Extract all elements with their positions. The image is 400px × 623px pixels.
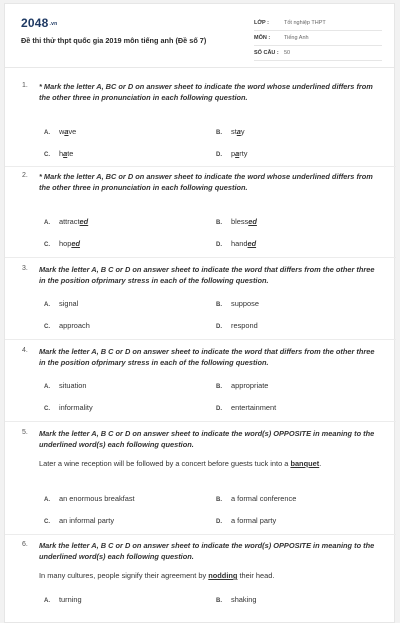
option-c[interactable]: C. an informal party xyxy=(44,516,115,525)
option-d[interactable]: D. a formal party xyxy=(216,516,277,525)
exam-header xyxy=(5,4,394,68)
option-b[interactable]: B. a formal conference xyxy=(216,494,297,503)
divider xyxy=(5,257,396,258)
option-a[interactable]: A. wave xyxy=(44,127,77,136)
option-d[interactable]: D. handed xyxy=(216,239,257,248)
option-d[interactable]: D. entertainment xyxy=(216,403,277,412)
underlined-word: banquet xyxy=(290,459,320,468)
question-prompt: Mark the letter A, B C or D on answer sheet to indicate the word that differs from the other three in the position ofprimary stress in each of the following question. xyxy=(39,347,375,367)
question-number: 3. xyxy=(22,265,28,272)
divider xyxy=(5,421,396,422)
option-c[interactable]: C. approach xyxy=(44,321,90,330)
option-a[interactable]: A. an enormous breakfast xyxy=(44,494,135,503)
exam-meta xyxy=(254,16,382,61)
option-a[interactable]: A. attracted xyxy=(44,217,89,226)
question-prompt: Mark the letter A, B C or D on answer sheet to indicate the word that differs from the other three in the position ofprimary stress in each of the following question. xyxy=(39,265,375,285)
question-number: 4. xyxy=(22,347,28,354)
meta-key: LỚP : xyxy=(254,20,269,26)
divider xyxy=(5,339,396,340)
question-passage: In many cultures, people signify their agreement by nodding their head. xyxy=(39,571,275,580)
option-c[interactable]: C. informality xyxy=(44,403,93,412)
option-d[interactable]: D. respond xyxy=(216,321,258,330)
question-prompt: Mark the letter A, B C or D on answer sheet to indicate the word(s) OPPOSITE in meaning to the underlined word(s) each following question. xyxy=(39,541,375,561)
exam-title: Đề thi thử thpt quốc gia 2019 môn tiếng anh (Đề số 7) xyxy=(21,36,207,45)
option-b[interactable]: B. shaking xyxy=(216,595,257,604)
question-prompt: * Mark the letter A, BC or D on answer sheet to indicate the word whose underlined differs from the other three in pronunciation in each following question. xyxy=(39,82,373,102)
option-a[interactable]: A. situation xyxy=(44,381,87,390)
divider xyxy=(5,534,396,535)
meta-key: SỐ CÂU : xyxy=(254,50,279,56)
site-logo[interactable]: 2048.vn xyxy=(21,16,58,30)
option-a[interactable]: A. signal xyxy=(44,299,79,308)
meta-row-subject xyxy=(254,31,382,46)
meta-row-class xyxy=(254,16,382,31)
meta-value: Tốt nghiệp THPT xyxy=(284,20,326,26)
question-number: 1. xyxy=(22,82,28,89)
option-c[interactable]: C. hoped xyxy=(44,239,80,248)
option-a[interactable]: A. turning xyxy=(44,595,82,604)
divider xyxy=(5,166,396,167)
meta-value: 50 xyxy=(284,50,291,56)
question-number: 2. xyxy=(22,172,28,179)
meta-value: Tiếng Anh xyxy=(284,35,309,41)
option-b[interactable]: B. suppose xyxy=(216,299,259,308)
question-passage: Later a wine reception will be followed by a concert before guests tuck into a banquet. xyxy=(39,459,322,468)
option-d[interactable]: D. party xyxy=(216,149,248,158)
question-prompt: Mark the letter A, B C or D on answer sheet to indicate the word(s) OPPOSITE in meaning to the underlined word(s) each following question. xyxy=(39,429,375,449)
option-b[interactable]: B. blessed xyxy=(216,217,257,226)
option-b[interactable]: B. appropriate xyxy=(216,381,269,390)
question-number: 6. xyxy=(22,541,28,548)
question-number: 5. xyxy=(22,429,28,436)
question-prompt: * Mark the letter A, BC or D on answer sheet to indicate the word whose underlined differs from the other three in pronunciation in each following question. xyxy=(39,172,373,192)
meta-key: MÔN : xyxy=(254,35,271,41)
exam-sheet xyxy=(4,3,395,623)
underlined-word: nodding xyxy=(208,571,238,580)
option-c[interactable]: C. hate xyxy=(44,149,74,158)
option-b[interactable]: B. stay xyxy=(216,127,245,136)
meta-row-count xyxy=(254,46,382,61)
